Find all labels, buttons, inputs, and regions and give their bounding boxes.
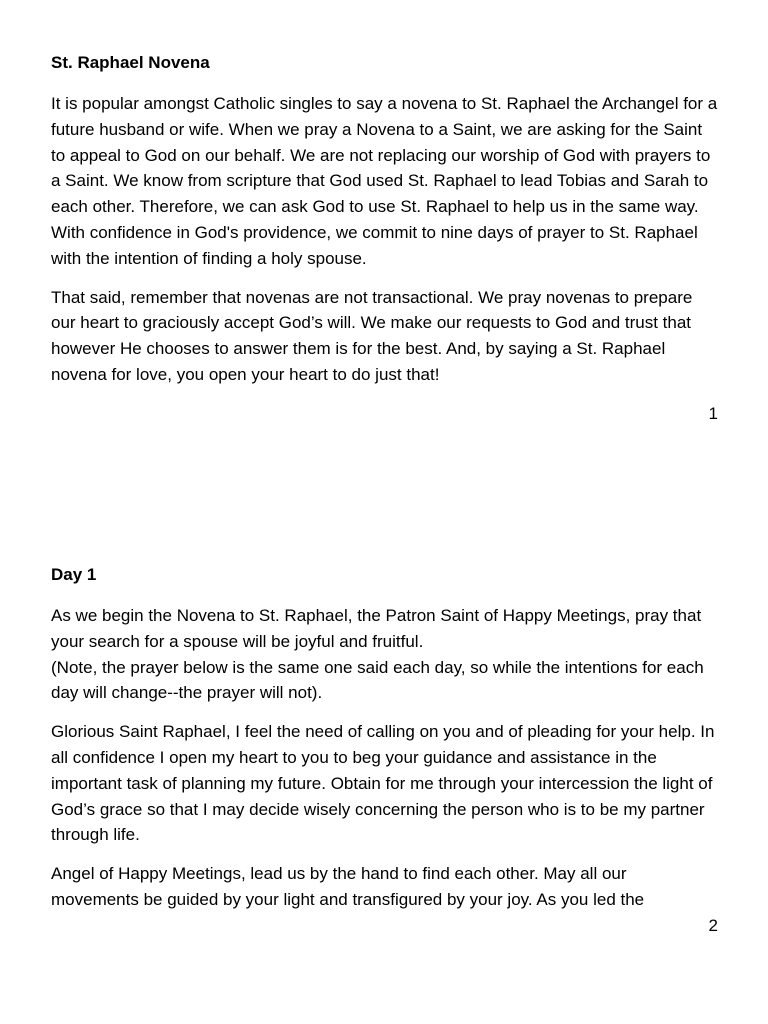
prayer-paragraph: Glorious Saint Raphael, I feel the need of calling on you and of pleading for your help. In all confidence I open my heart to you to beg your guidance and assistance in the important task of planning my future. Obtain for me through your intercession the light of God’s grace so that I may decide wisely concerning the person who is to be my partner through life. (51, 722, 715, 845)
page-number: 2 (708, 916, 718, 935)
intro-paragraph: It is popular amongst Catholic singles to say a novena to St. Raphael the Archangel for a future husband or wife. When we pray a Novena to a Saint, we are asking for the Saint to appeal to God on our behalf. We are not replacing our worship of God with prayers to a Saint. We know from scripture that God used St. Raphael to lead Tobias and Sarah to each other. Therefore, we can ask God to use St. Raphael to help us in the same way. With confidence in God's providence, we commit to nine days of prayer to St. Raphael with the intention of finding a holy spouse. (51, 94, 718, 268)
page-title: St. Raphael Novena (51, 53, 210, 72)
transactional-paragraph: That said, remember that novenas are not transactional. We pray novenas to prepare our heart to graciously accept God’s will. We make our requests to God and trust that however He chooses to answer them is for the best. And, by saying a St. Raphael novena for love, you open your heart to do just that! (51, 287, 693, 384)
day-intro-paragraph: As we begin the Novena to St. Raphael, the Patron Saint of Happy Meetings, pray that your search for a spouse will be joyful and fruitful. (Note, the prayer below is the same one said each day, so while the intentions for each day will change--the prayer will not). (51, 606, 704, 703)
day-heading: Day 1 (51, 565, 97, 584)
page-2 (51, 563, 719, 926)
page-number: 1 (708, 404, 718, 423)
page-1 (51, 51, 719, 401)
angel-paragraph: Angel of Happy Meetings, lead us by the hand to find each other. May all our movements be guided by your light and transfigured by your joy. As you led the (51, 864, 645, 909)
